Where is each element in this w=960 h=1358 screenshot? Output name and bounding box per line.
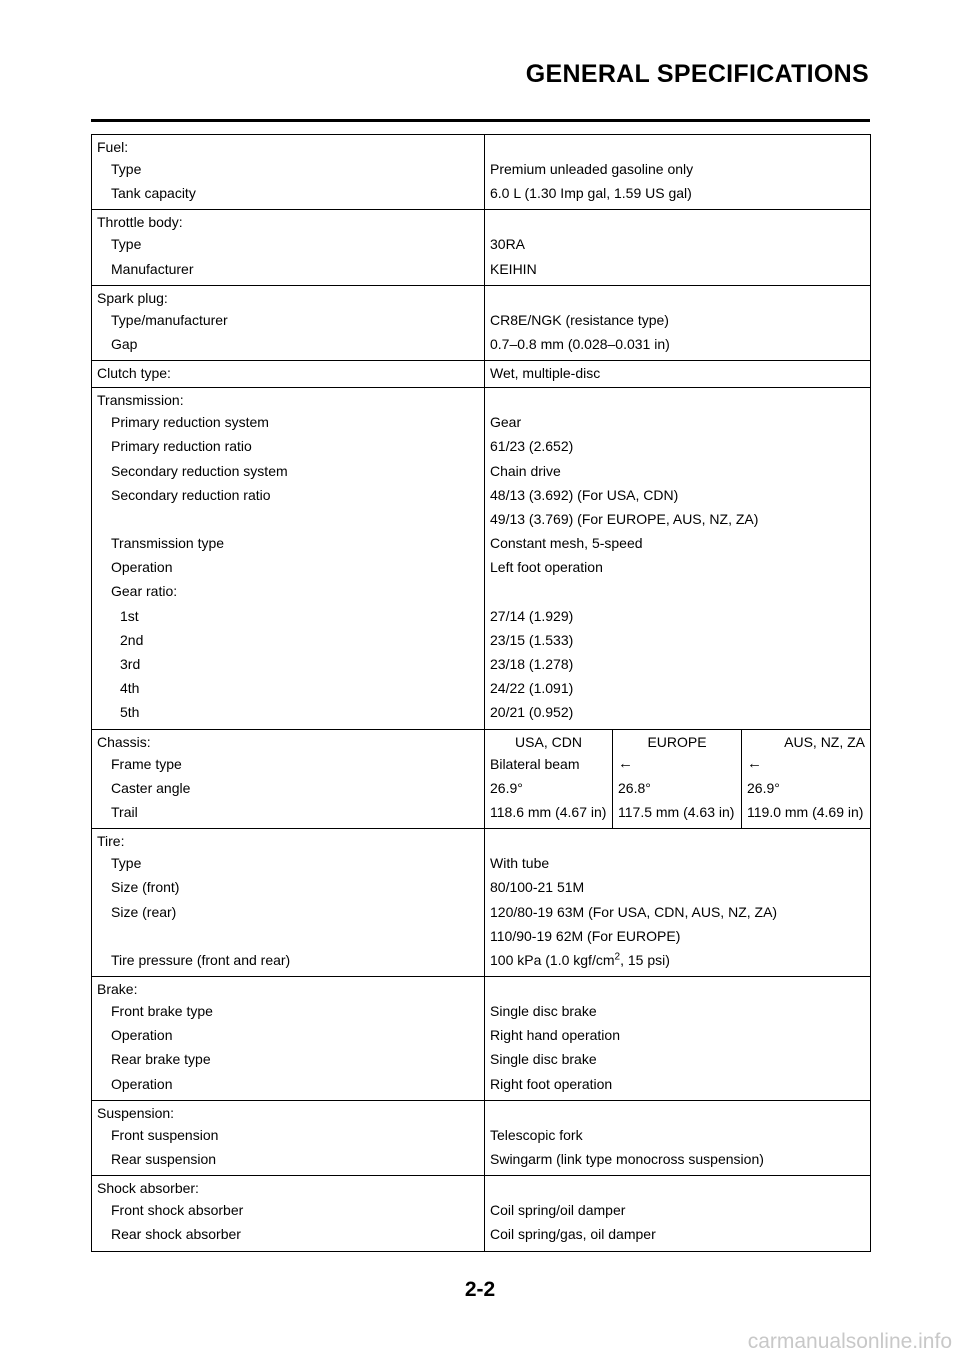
spec-value: With tube xyxy=(485,855,871,879)
watermark: carmanualsonline.info xyxy=(747,1330,952,1353)
spec-value: 117.5 mm (4.63 in) xyxy=(613,804,742,829)
gear-label: 4th xyxy=(92,680,485,704)
section-heading: Fuel: xyxy=(92,135,485,162)
section-spark-plug xyxy=(92,285,871,360)
section-throttle-body xyxy=(92,210,871,285)
section-heading: Suspension: xyxy=(92,1100,485,1127)
section-heading: Clutch type: xyxy=(92,361,485,388)
gear-value: 23/15 (1.533) xyxy=(485,632,871,656)
gear-value: 27/14 (1.929) xyxy=(485,608,871,632)
spec-label: Front brake type xyxy=(92,1003,485,1027)
spec-label: Trail xyxy=(92,804,485,829)
spec-label: Gap xyxy=(92,336,485,361)
spec-label: Type xyxy=(92,236,485,260)
spec-table xyxy=(91,134,871,1252)
region-column-header: AUS, NZ, ZA xyxy=(742,729,871,756)
gear-label: 2nd xyxy=(92,632,485,656)
spec-value: 119.0 mm (4.69 in) xyxy=(742,804,871,829)
spec-value: Single disc brake xyxy=(485,1003,871,1027)
spec-label: Tank capacity xyxy=(92,185,485,210)
spec-label: Front shock absorber xyxy=(92,1202,485,1226)
spec-value: Swingarm (link type monocross suspension) xyxy=(485,1151,871,1176)
spec-label: Rear suspension xyxy=(92,1151,485,1176)
spec-label: Primary reduction ratio xyxy=(92,438,485,462)
region-column-header: USA, CDN xyxy=(485,729,613,756)
section-heading: Shock absorber: xyxy=(92,1176,485,1203)
spec-value: CR8E/NGK (resistance type) xyxy=(485,312,871,336)
section-heading: Tire: xyxy=(92,829,485,856)
spec-label: Size (front) xyxy=(92,879,485,903)
spec-label: Tire pressure (front and rear) xyxy=(92,952,485,977)
section-heading: Chassis: xyxy=(92,729,485,756)
page-number: 2-2 xyxy=(464,1278,496,1301)
spec-label: Operation xyxy=(92,1027,485,1051)
spec-value: 30RA xyxy=(485,236,871,260)
section-heading: Brake: xyxy=(92,977,485,1004)
same-as-left-arrow-icon: ← xyxy=(742,756,871,780)
spec-label: Type/manufacturer xyxy=(92,312,485,336)
same-as-left-arrow-icon: ← xyxy=(613,756,742,780)
pressure-text-end: , 15 psi) xyxy=(620,951,670,968)
spec-label: Front suspension xyxy=(92,1127,485,1151)
gear-value: 24/22 (1.091) xyxy=(485,680,871,704)
spec-value: 26.9° xyxy=(742,780,871,804)
tire-pressure-value xyxy=(485,952,871,977)
gear-label: 1st xyxy=(92,608,485,632)
gear-value: 23/18 (1.278) xyxy=(485,656,871,680)
spec-value: Bilateral beam xyxy=(485,756,613,780)
spec-value: 26.8° xyxy=(613,780,742,804)
spec-value: Wet, multiple-disc xyxy=(485,361,871,388)
spec-value: 6.0 L (1.30 Imp gal, 1.59 US gal) xyxy=(485,185,871,210)
section-fuel xyxy=(92,135,871,210)
spec-label xyxy=(92,511,485,535)
spec-label: Operation xyxy=(92,1076,485,1101)
spec-value: Left foot operation xyxy=(485,559,871,583)
pressure-text: 100 kPa (1.0 kgf/cm xyxy=(490,951,615,968)
gear-label: 5th xyxy=(92,704,485,729)
section-chassis xyxy=(92,729,871,829)
spec-value: 61/23 (2.652) xyxy=(485,438,871,462)
section-tire xyxy=(92,829,871,977)
section-heading: Spark plug: xyxy=(92,285,485,312)
header-rule xyxy=(91,119,870,122)
spec-label: Operation xyxy=(92,559,485,583)
spec-value: 26.9° xyxy=(485,780,613,804)
spec-label: Secondary reduction system xyxy=(92,463,485,487)
spec-value xyxy=(485,583,871,607)
section-transmission xyxy=(92,388,871,729)
spec-label: Type xyxy=(92,855,485,879)
section-shock-absorber xyxy=(92,1176,871,1251)
spec-label: Gear ratio: xyxy=(92,583,485,607)
section-heading: Transmission: xyxy=(92,388,485,415)
section-clutch xyxy=(92,361,871,388)
spec-label: Frame type xyxy=(92,756,485,780)
spec-value: 80/100-21 51M xyxy=(485,879,871,903)
spec-label: Secondary reduction ratio xyxy=(92,487,485,511)
gear-label: 3rd xyxy=(92,656,485,680)
spec-value: 120/80-19 63M (For USA, CDN, AUS, NZ, ZA) xyxy=(485,904,871,928)
section-suspension xyxy=(92,1100,871,1175)
spec-value: Chain drive xyxy=(485,463,871,487)
spec-label: Type xyxy=(92,161,485,185)
spec-value: Telescopic fork xyxy=(485,1127,871,1151)
spec-label: Size (rear) xyxy=(92,904,485,928)
spec-value: 48/13 (3.692) (For USA, CDN) xyxy=(485,487,871,511)
spec-label: Primary reduction system xyxy=(92,414,485,438)
spec-value: Coil spring/gas, oil damper xyxy=(485,1226,871,1251)
spec-label: Transmission type xyxy=(92,535,485,559)
spec-value: KEIHIN xyxy=(485,261,871,286)
section-brake xyxy=(92,977,871,1101)
spec-value: Gear xyxy=(485,414,871,438)
spec-value: Right hand operation xyxy=(485,1027,871,1051)
spec-value: 110/90-19 62M (For EUROPE) xyxy=(485,928,871,952)
spec-value: Single disc brake xyxy=(485,1051,871,1075)
spec-label: Rear shock absorber xyxy=(92,1226,485,1251)
spec-label: Caster angle xyxy=(92,780,485,804)
spec-label xyxy=(92,928,485,952)
pressure-superscript: 2 xyxy=(614,951,621,963)
spec-value: Premium unleaded gasoline only xyxy=(485,161,871,185)
spec-label: Rear brake type xyxy=(92,1051,485,1075)
spec-value: Coil spring/oil damper xyxy=(485,1202,871,1226)
spec-value: 118.6 mm (4.67 in) xyxy=(485,804,613,829)
section-heading: Throttle body: xyxy=(92,210,485,237)
spec-value: 49/13 (3.769) (For EUROPE, AUS, NZ, ZA) xyxy=(485,511,871,535)
page-title: GENERAL SPECIFICATIONS xyxy=(525,60,869,88)
region-column-header: EUROPE xyxy=(613,729,742,756)
spec-label: Manufacturer xyxy=(92,261,485,286)
gear-value: 20/21 (0.952) xyxy=(485,704,871,729)
spec-value: Right foot operation xyxy=(485,1076,871,1101)
spec-value: 0.7–0.8 mm (0.028–0.031 in) xyxy=(485,336,871,361)
spec-value: Constant mesh, 5-speed xyxy=(485,535,871,559)
